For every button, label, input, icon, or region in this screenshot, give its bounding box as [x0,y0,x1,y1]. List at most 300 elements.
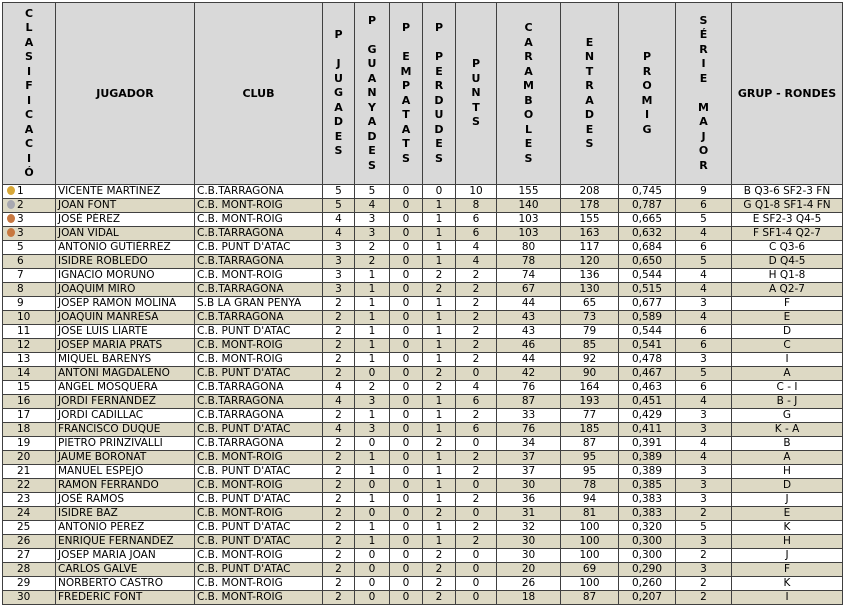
position-value: 18 [17,423,31,435]
cell-p-perdudes: 2 [423,577,456,591]
cell-club: C.B.TARRAGONA [195,381,323,395]
cell-p-jugades: 2 [323,521,355,535]
cell-p-guanyades: 3 [355,213,390,227]
cell-punts: 0 [456,577,497,591]
cell-serie-major: 3 [676,493,732,507]
header-entrades-label: E N T R A D E S [584,35,595,150]
cell-promig: 0,745 [619,185,676,199]
cell-club: C.B. MONT-ROIG [195,479,323,493]
cell-promig: 0,632 [619,227,676,241]
cell-jugador: ANTONIO GUTIÉRREZ [56,241,195,255]
cell-p-guanyades: 1 [355,451,390,465]
cell-club: C.B.TARRAGONA [195,283,323,297]
cell-caramboles: 26 [497,577,561,591]
cell-grup-rondes: B - J [732,395,843,409]
cell-club: C.B. MONT-ROIG [195,577,323,591]
cell-grup-rondes: H [732,465,843,479]
cell-clasificacio [3,325,56,339]
cell-p-empatats: 0 [390,493,423,507]
cell-club: C.B. MONT-ROIG [195,199,323,213]
cell-club: C.B. MONT-ROIG [195,269,323,283]
cell-jugador: RAMON FERRANDO [56,479,195,493]
cell-caramboles: 33 [497,409,561,423]
cell-grup-rondes: A [732,367,843,381]
cell-grup-rondes: I [732,591,843,605]
cell-punts: 0 [456,479,497,493]
cell-entrades: 94 [561,493,619,507]
cell-p-guanyades: 0 [355,367,390,381]
cell-caramboles: 103 [497,213,561,227]
header-promig [619,3,676,185]
cell-punts: 2 [456,353,497,367]
cell-punts: 0 [456,591,497,605]
cell-jugador: ISIDRE BAZ [56,507,195,521]
cell-grup-rondes: D [732,479,843,493]
header-grup-rondes [732,3,843,185]
cell-p-perdudes: 2 [423,367,456,381]
cell-entrades: 130 [561,283,619,297]
cell-entrades: 95 [561,465,619,479]
cell-jugador: ANGEL MOSQUERA [56,381,195,395]
table-row [3,297,843,311]
cell-promig: 0,451 [619,395,676,409]
cell-caramboles: 76 [497,423,561,437]
cell-club: C.B. PUNT D'ATAC [195,325,323,339]
cell-promig: 0,429 [619,409,676,423]
cell-p-jugades: 2 [323,409,355,423]
cell-clasificacio [3,591,56,605]
cell-p-perdudes: 1 [423,297,456,311]
cell-serie-major: 4 [676,269,732,283]
cell-caramboles: 30 [497,535,561,549]
cell-caramboles: 74 [497,269,561,283]
cell-p-jugades: 3 [323,255,355,269]
cell-entrades: 95 [561,451,619,465]
position-value: 28 [17,563,31,575]
position-value: 15 [17,381,31,393]
bronze-medal-icon [7,214,15,223]
table-row [3,185,843,199]
cell-serie-major: 9 [676,185,732,199]
cell-punts: 0 [456,563,497,577]
table-row [3,325,843,339]
cell-punts: 2 [456,521,497,535]
table-row [3,521,843,535]
cell-p-guanyades: 1 [355,353,390,367]
cell-jugador: JOAQUIN MANRESA [56,311,195,325]
cell-jugador: PIETRO PRINZIVALLI [56,437,195,451]
header-grup-rondes-label: GRUP - RONDES [737,87,837,100]
cell-grup-rondes: G [732,409,843,423]
cell-club: C.B.TARRAGONA [195,255,323,269]
header-caramboles-label: C A R A M B O L E S [523,21,534,165]
table-row [3,465,843,479]
cell-p-jugades: 2 [323,549,355,563]
cell-clasificacio [3,297,56,311]
position-value: 30 [17,591,31,603]
cell-grup-rondes: K [732,577,843,591]
gold-medal-icon [7,186,15,195]
cell-p-empatats: 0 [390,269,423,283]
cell-promig: 0,290 [619,563,676,577]
cell-clasificacio [3,507,56,521]
cell-serie-major: 2 [676,549,732,563]
cell-jugador: JOSÉ PÉREZ [56,213,195,227]
cell-serie-major: 3 [676,535,732,549]
cell-p-perdudes: 2 [423,437,456,451]
cell-promig: 0,207 [619,591,676,605]
cell-grup-rondes: E SF2-3 Q4-5 [732,213,843,227]
cell-p-guanyades: 1 [355,283,390,297]
position-value: 6 [17,255,24,267]
cell-entrades: 100 [561,535,619,549]
table-row [3,479,843,493]
cell-promig: 0,389 [619,451,676,465]
header-p-perdudes-label: P P E R D U D E S [434,21,444,165]
table-row [3,367,843,381]
cell-promig: 0,544 [619,325,676,339]
cell-grup-rondes: A Q2-7 [732,283,843,297]
cell-entrades: 178 [561,199,619,213]
position-value: 26 [17,535,31,547]
cell-p-guanyades: 1 [355,339,390,353]
header-p-perdudes [423,3,456,185]
cell-grup-rondes: H Q1-8 [732,269,843,283]
cell-p-jugades: 4 [323,395,355,409]
cell-jugador: JORDI CADILLAC [56,409,195,423]
cell-p-empatats: 0 [390,185,423,199]
cell-entrades: 69 [561,563,619,577]
cell-promig: 0,260 [619,577,676,591]
cell-p-empatats: 0 [390,409,423,423]
cell-jugador: ISIDRE ROBLEDO [56,255,195,269]
cell-jugador: ENRIQUE FERNANDEZ [56,535,195,549]
cell-serie-major: 3 [676,563,732,577]
cell-p-empatats: 0 [390,507,423,521]
cell-entrades: 90 [561,367,619,381]
cell-p-jugades: 2 [323,325,355,339]
cell-jugador: JORDI FERNÁNDEZ [56,395,195,409]
cell-caramboles: 30 [497,549,561,563]
cell-p-empatats: 0 [390,549,423,563]
cell-caramboles: 37 [497,465,561,479]
position-value: 3 [17,213,24,225]
cell-jugador: JOSEP MARIA PRATS [56,339,195,353]
cell-p-empatats: 0 [390,297,423,311]
cell-p-perdudes: 1 [423,451,456,465]
cell-jugador: JOSEP MARIA JOAN [56,549,195,563]
cell-p-guanyades: 0 [355,507,390,521]
cell-entrades: 100 [561,577,619,591]
ranking-table [2,2,843,605]
table-row [3,535,843,549]
cell-clasificacio [3,577,56,591]
cell-jugador: JAUME BORONAT [56,451,195,465]
position-value: 13 [17,353,31,365]
header-row [3,3,843,185]
cell-club: C.B.TARRAGONA [195,437,323,451]
cell-punts: 0 [456,549,497,563]
cell-grup-rondes: A [732,451,843,465]
cell-promig: 0,515 [619,283,676,297]
cell-promig: 0,300 [619,549,676,563]
cell-entrades: 136 [561,269,619,283]
cell-grup-rondes: E [732,311,843,325]
cell-punts: 0 [456,367,497,381]
cell-promig: 0,467 [619,367,676,381]
cell-jugador: ANTONIO PEREZ [56,521,195,535]
header-clasificacio [3,3,56,185]
table-row [3,353,843,367]
cell-p-perdudes: 2 [423,563,456,577]
cell-p-empatats: 0 [390,227,423,241]
cell-promig: 0,677 [619,297,676,311]
cell-p-jugades: 2 [323,451,355,465]
cell-punts: 2 [456,465,497,479]
cell-clasificacio [3,353,56,367]
cell-clasificacio [3,311,56,325]
cell-entrades: 79 [561,325,619,339]
cell-club: C.B. MONT-ROIG [195,353,323,367]
cell-p-jugades: 2 [323,353,355,367]
cell-serie-major: 3 [676,423,732,437]
cell-jugador: JOAN VIDAL [56,227,195,241]
cell-grup-rondes: F SF1-4 Q2-7 [732,227,843,241]
cell-clasificacio [3,283,56,297]
table-row [3,381,843,395]
cell-p-jugades: 2 [323,465,355,479]
header-punts [456,3,497,185]
cell-p-perdudes: 1 [423,465,456,479]
position-value: 14 [17,367,31,379]
cell-p-empatats: 0 [390,465,423,479]
cell-grup-rondes: D [732,325,843,339]
cell-p-jugades: 4 [323,227,355,241]
cell-grup-rondes: K [732,521,843,535]
cell-caramboles: 155 [497,185,561,199]
cell-p-guanyades: 1 [355,409,390,423]
position-value: 5 [17,241,24,253]
cell-grup-rondes: D Q4-5 [732,255,843,269]
cell-p-empatats: 0 [390,521,423,535]
silver-medal-icon [7,200,15,209]
cell-jugador: MANUEL ESPEJO [56,465,195,479]
position-value: 19 [17,437,31,449]
cell-p-perdudes: 2 [423,591,456,605]
cell-club: C.B. PUNT D'ATAC [195,367,323,381]
cell-p-empatats: 0 [390,213,423,227]
cell-punts: 2 [456,283,497,297]
cell-club: C.B. MONT-ROIG [195,213,323,227]
cell-serie-major: 4 [676,451,732,465]
cell-clasificacio [3,199,56,213]
cell-p-jugades: 5 [323,185,355,199]
cell-p-jugades: 3 [323,283,355,297]
cell-caramboles: 46 [497,339,561,353]
cell-promig: 0,787 [619,199,676,213]
table-row [3,549,843,563]
cell-jugador: JOAN FONT [56,199,195,213]
header-club [195,3,323,185]
cell-p-guanyades: 2 [355,241,390,255]
cell-promig: 0,320 [619,521,676,535]
cell-club: C.B. MONT-ROIG [195,507,323,521]
cell-p-empatats: 0 [390,339,423,353]
position-value: 12 [17,339,31,351]
header-clasificacio-label: C L A S I F I C A C I Ó [24,6,34,179]
cell-p-jugades: 2 [323,367,355,381]
cell-jugador: JOSEP RAMON MOLINA [56,297,195,311]
cell-clasificacio [3,493,56,507]
cell-promig: 0,544 [619,269,676,283]
cell-jugador: JOAQUIM MIRÓ [56,283,195,297]
cell-promig: 0,650 [619,255,676,269]
cell-p-empatats: 0 [390,199,423,213]
cell-clasificacio [3,465,56,479]
cell-club: C.B.TARRAGONA [195,395,323,409]
cell-serie-major: 2 [676,507,732,521]
cell-clasificacio [3,227,56,241]
cell-p-perdudes: 2 [423,507,456,521]
cell-p-jugades: 2 [323,507,355,521]
cell-p-guanyades: 1 [355,535,390,549]
cell-p-guanyades: 0 [355,437,390,451]
cell-p-guanyades: 1 [355,325,390,339]
cell-caramboles: 18 [497,591,561,605]
table-row [3,493,843,507]
header-punts-label: P U N T S [471,57,481,129]
cell-p-jugades: 2 [323,591,355,605]
table-row [3,255,843,269]
cell-p-guanyades: 1 [355,311,390,325]
cell-p-guanyades: 1 [355,297,390,311]
cell-serie-major: 5 [676,367,732,381]
cell-punts: 6 [456,395,497,409]
position-value: 16 [17,395,31,407]
table-row [3,199,843,213]
cell-club: C.B. MONT-ROIG [195,451,323,465]
cell-entrades: 65 [561,297,619,311]
cell-club: C.B.TARRAGONA [195,185,323,199]
cell-p-jugades: 2 [323,577,355,591]
cell-entrades: 193 [561,395,619,409]
cell-club: C.B. MONT-ROIG [195,549,323,563]
cell-p-empatats: 0 [390,325,423,339]
cell-p-guanyades: 4 [355,199,390,213]
cell-grup-rondes: F [732,563,843,577]
cell-jugador: FRANCISCO DUQUE [56,423,195,437]
cell-p-guanyades: 3 [355,423,390,437]
cell-caramboles: 31 [497,507,561,521]
position-value: 7 [17,269,24,281]
cell-p-perdudes: 1 [423,325,456,339]
cell-p-guanyades: 5 [355,185,390,199]
cell-promig: 0,389 [619,465,676,479]
table-row [3,311,843,325]
cell-club: C.B. PUNT D'ATAC [195,241,323,255]
cell-grup-rondes: G Q1-8 SF1-4 FN [732,199,843,213]
table-row [3,451,843,465]
position-value: 22 [17,479,31,491]
cell-punts: 2 [456,535,497,549]
cell-caramboles: 30 [497,479,561,493]
cell-clasificacio [3,549,56,563]
cell-entrades: 163 [561,227,619,241]
header-club-label: CLUB [242,87,275,100]
cell-grup-rondes: H [732,535,843,549]
cell-p-jugades: 2 [323,311,355,325]
cell-jugador: CARLOS GALVE [56,563,195,577]
cell-grup-rondes: B Q3-6 SF2-3 FN [732,185,843,199]
position-value: 20 [17,451,31,463]
cell-serie-major: 6 [676,199,732,213]
cell-clasificacio [3,423,56,437]
cell-caramboles: 44 [497,353,561,367]
cell-grup-rondes: C [732,339,843,353]
cell-punts: 6 [456,227,497,241]
cell-serie-major: 3 [676,353,732,367]
cell-serie-major: 5 [676,521,732,535]
cell-serie-major: 4 [676,395,732,409]
cell-promig: 0,411 [619,423,676,437]
cell-clasificacio [3,381,56,395]
cell-caramboles: 36 [497,493,561,507]
cell-serie-major: 6 [676,325,732,339]
cell-entrades: 73 [561,311,619,325]
cell-p-empatats: 0 [390,563,423,577]
cell-club: C.B. PUNT D'ATAC [195,521,323,535]
cell-clasificacio [3,451,56,465]
cell-p-guanyades: 2 [355,255,390,269]
position-value: 21 [17,465,31,477]
cell-jugador: NORBERTO CASTRO [56,577,195,591]
cell-entrades: 81 [561,507,619,521]
cell-promig: 0,385 [619,479,676,493]
table-row [3,227,843,241]
position-value: 3 [17,227,24,239]
cell-caramboles: 140 [497,199,561,213]
cell-p-perdudes: 2 [423,283,456,297]
table-row [3,437,843,451]
cell-p-jugades: 4 [323,381,355,395]
cell-club: C.B. PUNT D'ATAC [195,535,323,549]
cell-punts: 2 [456,339,497,353]
cell-punts: 2 [456,325,497,339]
cell-grup-rondes: J [732,549,843,563]
cell-club: C.B. PUNT D'ATAC [195,423,323,437]
cell-serie-major: 4 [676,227,732,241]
cell-p-empatats: 0 [390,437,423,451]
cell-clasificacio [3,395,56,409]
position-value: 2 [17,199,24,211]
cell-serie-major: 6 [676,381,732,395]
cell-p-perdudes: 1 [423,535,456,549]
cell-p-empatats: 0 [390,241,423,255]
table-row [3,563,843,577]
table-row [3,507,843,521]
cell-p-jugades: 3 [323,241,355,255]
cell-clasificacio [3,521,56,535]
cell-jugador: VICENTE MARTINEZ [56,185,195,199]
cell-serie-major: 4 [676,437,732,451]
cell-caramboles: 67 [497,283,561,297]
cell-punts: 2 [456,269,497,283]
cell-entrades: 185 [561,423,619,437]
cell-caramboles: 43 [497,311,561,325]
cell-serie-major: 3 [676,409,732,423]
cell-p-guanyades: 0 [355,577,390,591]
cell-jugador: IGNACIO MORUNO [56,269,195,283]
